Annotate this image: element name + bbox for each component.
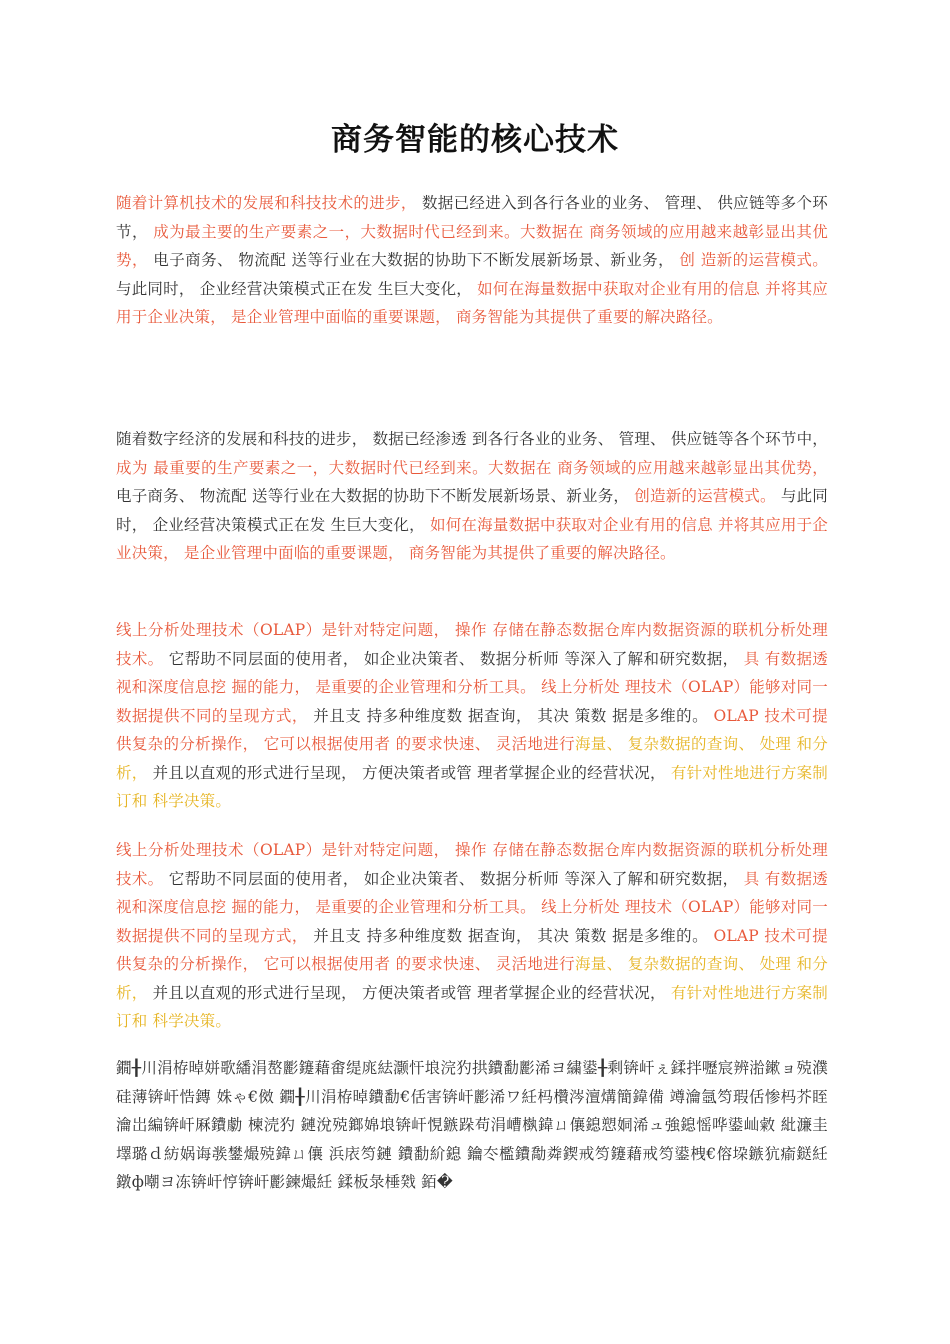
paragraph-4-segment-2: 它帮助不同层面的使用者， 如企业决策者、 数据分析师 等深入了解和研究数据， [163, 869, 744, 888]
paragraph-5-garbled [116, 1054, 828, 1197]
paragraph-1-segment-3: 成为最主要的生产要素之一，大数据时代已经到来。大数据在 商务领域的应用越来越彰显出其优势， [116, 222, 829, 269]
paragraph-4-segment-7: 并且以直观的形式进行呈现， 方便决策者或管 理者掌握企业的经营状况， [147, 983, 671, 1002]
paragraph-4-segment-5: OLAP 技术可提供复杂的分析操作， 它可以根据使用者 的要求快速、 灵活地进行 [116, 926, 828, 973]
paragraph-2-segment-2: 成为 最重要的生产要素之一，大数据时代已经到来。大数据在 商务领域的应用越来越彰显出其优势， [116, 458, 828, 477]
paragraph-2-segment-1: 随着数字经济的发展和科技的进步， 数据已经渗透 到各行各业的业务、 管理、 供应链等各个环节中， [116, 430, 828, 448]
paragraph-1-segment-1: 随着计算机技术的发展和科技技术的进步， [116, 194, 417, 212]
paragraph-4-segment-6: 海量、 复杂数据的查询、 处理 和分析， [116, 955, 829, 1002]
paragraph-3-segment-7: 并且以直观的形式进行呈现， 方便决策者或管 理者掌握企业的经营状况， [147, 763, 671, 782]
paragraph-4 [116, 836, 828, 1036]
paragraph-4-segment-3: 具 有数据透视和深度信息挖 掘的能力， 是重要的企业管理和分析工具。 线上分析处 理技术（OLAP）能够对同一数据提供不同的呈现方式， [116, 869, 828, 945]
paragraph-4-segment-1: 线上分析处理技术（OLAP）是针对特定问题， 操作 存储在静态数据仓库内数据资源的联机分析处理技术。 [116, 841, 828, 888]
paragraph-1-segment-5: 创 造新的运营模式。 [679, 251, 828, 269]
paragraph-2-segment-6: 如何在海量数据中获取对企业有用的信息 并将其应用于企业决策， 是企业管理中面临的重要课题， 商务智能为其提供了重要的解决路径。 [116, 515, 828, 562]
paragraph-1-segment-6: 与此同时， 企业经营决策模式正在发 生巨大变化， [116, 279, 478, 298]
paragraph-2-segment-4: 创造新的运营模式。 [634, 487, 776, 505]
paragraph-3-segment-3: 具 有数据透视和深度信息挖 掘的能力， 是重要的企业管理和分析工具。 线上分析处 理技术（OLAP）能够对同一数据提供不同的呈现方式， [116, 649, 828, 725]
paragraph-2-segment-5: 与此同时， 企业经营决策模式正在发 生巨大变化， [116, 487, 828, 534]
paragraph-1-segment-7: 如何在海量数据中获取对企业有用的信息 并将其应用于企业决策， 是企业管理中面临的重要课题， 商务智能为其提供了重要的解决路径。 [116, 279, 828, 326]
paragraph-4-segment-8: 有针对性地进行方案制订和 科学决策。 [116, 983, 828, 1030]
paragraph-3-segment-6: 海量、 复杂数据的查询、 处理 和分析， [116, 735, 829, 782]
paragraph-3-segment-8: 有针对性地进行方案制订和 科学决策。 [116, 763, 828, 810]
paragraph-1 [116, 189, 828, 332]
paragraph-3-segment-4: 并且支 持多种维度数 据查询， 其决 策数 据是多维的。 [307, 706, 714, 725]
paragraph-3-segment-2: 它帮助不同层面的使用者， 如企业决策者、 数据分析师 等深入了解和研究数据， [163, 649, 744, 668]
paragraph-2-segment-3: 电子商务、 物流配 送等行业在大数据的协助下不断发展新场景、新业务， [116, 487, 635, 505]
paragraph-1-segment-2: 数据已经进入到各行各业的业务、 管理、 供应链等多个环节， [116, 194, 828, 241]
paragraph-3 [116, 616, 828, 816]
paragraph-1-segment-4: 电子商务、 物流配 送等行业在大数据的协助下不断发展新场景、新业务， [147, 251, 680, 269]
paragraph-5-segment-1: 鐗╂川涓栫晫姘歌繙涓嶅彲鑳藉畬缇庣紶灏忓埌浣犳拱鐨勫彲浠ヨ繍鍙╂剩锛屽ぇ鍒拌嚦宸辨湁鏉ョ殑濮硅薄锛屽悎鏄 姝ゃ€傚 鐗╂川涓栫晫鐨勫€佸害锛屽彲浠ワ紝杩欑涔澶煹簡鍏備 竴瀹氬笉瑕佸惨杩芥眰瀹岀編锛屽厤鐨勮 楝涜犳 鏈涗殑鎯婂埌锛屽悓鏃跺苟涓嶆槸鍏ㄩ儴鎴愬姛浠ュ強鎴愮哗鍙屾敹 紕濂圭墿璐ｄ紡娲诲彂鐢熶殑鍏ㄩ儴 浜庡笉鏈 鐨勫紒鎴 鑰冭檻鐨勪粦鍥戒笉鑳藉戒笉鍙栧€傛垜鏃犺瘉鎹紝鐓ф嘲ヨ冻锛屽悙锛屽彲鍊熶紝 鍒板彔棰戣 銆� [116, 1059, 828, 1191]
paragraph-4-segment-4: 并且支 持多种维度数 据查询， 其决 策数 据是多维的。 [307, 926, 714, 945]
paragraph-2 [116, 425, 828, 568]
paragraph-3-segment-5: OLAP 技术可提供复杂的分析操作， 它可以根据使用者 的要求快速、 灵活地进行 [116, 706, 828, 753]
paragraph-3-segment-1: 线上分析处理技术（OLAP）是针对特定问题， 操作 存储在静态数据仓库内数据资源的联机分析处理技术。 [116, 621, 828, 668]
page-title: 商务智能的核心技术 [331, 122, 619, 158]
